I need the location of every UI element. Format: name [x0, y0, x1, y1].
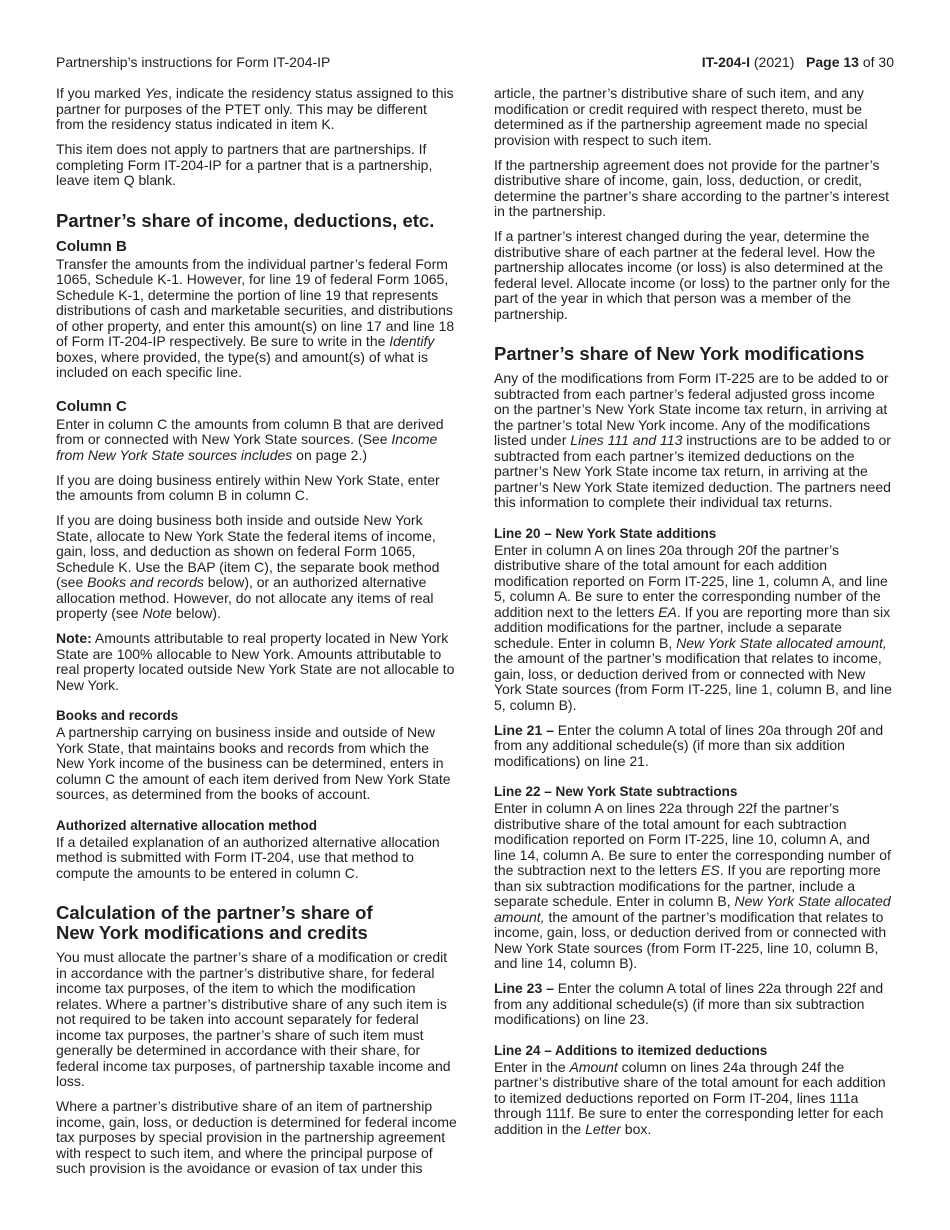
paragraph-agreement: If the partnership agreement does not provide for the partner’s distributive share of income, gain, loss, deduction, or credit, determine the partner’s share according to the partner’s interest in the partnership.: [494, 156, 890, 219]
paragraph-column-b: Transfer the amounts from the individual partner’s federal Form 1065, Schedule K-1. However, for line 19 of federal Form 1065, Schedule K-1, determine the portion of line 19 that represents distributions of cash and marketable securities, and distributions of other property, and enter this amount(s) on line 17 and line 18 of Form IT-204-IP respectively. Be sure to write in the Identify boxes, where provided, the type(s) and amount(s) of what is included on each specific line.: [56, 255, 455, 380]
paragraph-residency: If you marked Yes, indicate the residency status assigned to this partner for purposes of the PTET only. This may be different from the residency status indicated in item K.: [56, 85, 454, 132]
heading-books-records: Books and records: [56, 708, 179, 723]
header-page-info: [702, 54, 894, 71]
paragraph-column-c-2: If you are doing business entirely within New York State, enter the amounts from column B in column C.: [56, 471, 440, 503]
page-label: Page 13: [806, 54, 859, 70]
right-column: [494, 86, 894, 1147]
page-header: [56, 54, 894, 72]
paragraph-alternative-allocation: If a detailed explanation of an authorized alternative allocation method is submitted with Form IT-204, use that method to compute the amounts to be entered in column C.: [56, 833, 440, 881]
paragraph-note: Note: Amounts attributable to real property located in New York State are 100% allocable to New York. Amounts attributable to real property located outside New York State are not allocable to New York.: [56, 630, 455, 693]
form-year: (2021): [750, 54, 795, 70]
paragraph-books-records: A partnership carrying on business inside and outside of New York State, that maintains books and records from which the New York income of the business can be determined, enters in column C the amount of each item derived from New York State sources, as determined from the books of account.: [56, 724, 451, 802]
paragraph-line-20: Enter in column A on lines 20a through 20f the partner’s distributive share of the total amount for each addition modification reported on Form IT-225, line 1, column A, and line 5, column A. Be sure to enter the corresponding number of the addition next to the letters EA. If you are reporting more than six addition modifications for the partner, include a separate schedule. Enter in column B, New York State allocated amount, the amount of the partner’s modification that relates to income, gain, loss, or deduction derived from or connected with New York State sources (from Form IT-225, line 1, column B, and line 5, column B).: [494, 541, 892, 713]
heading-column-c: Column C: [56, 397, 127, 415]
left-column: [56, 86, 458, 1186]
header-title: Partnership’s instructions for Form IT-204-IP: [56, 54, 331, 70]
paragraph-calculation-2: Where a partner’s distributive share of an item of partnership income, gain, loss, or deduction is determined for federal income tax purposes by special provision in the partnership agreement with respect to such item, and where the principal purpose of such provision is the avoidance or evasion of tax under this: [56, 1098, 457, 1176]
heading-line-22: Line 22 – New York State subtractions: [494, 784, 738, 799]
page-number: 13: [843, 54, 859, 70]
heading-calculation: Calculation of the partner’s share of New York modifications and credits: [56, 902, 373, 943]
heading-partner-share: Partner’s share of income, deductions, etc.: [56, 209, 435, 231]
heading-line-20: Line 20 – New York State additions: [494, 525, 717, 541]
paragraph-column-c-1: Enter in column C the amounts from column B that are derived from or connected with New York State sources. (See Income from New York State sources includes on page 2.): [56, 415, 444, 463]
heading-column-b: Column B: [56, 237, 127, 255]
paragraph-line-23: Line 23 – Enter the column A total of lines 22a through 22f and from any additional schedule(s) (if more than six subtraction modifications) on line 23.: [494, 980, 884, 1027]
paragraph-ny-modifications: Any of the modifications from Form IT-225 are to be added to or subtracted from each partner’s federal adjusted gross income on the partner’s New York State income tax return, in arriving at the partner’s total New York income. Any of the modifications listed under Lines 111 and 113 instructions are to be added to or subtracted from each partner’s itemized deductions on the partner’s New York State income tax return, in arriving at the partner’s New York State itemized deduction. The partners need this information to complete their individual tax returns.: [494, 370, 891, 510]
paragraph-continued: article, the partner’s distributive share of such item, and any modification or credit required with respect thereto, must be determined as if the partnership agreement made no special provision with respect to such item.: [494, 85, 868, 148]
paragraph-line-22: Enter in column A on lines 22a through 22f the partner’s distributive share of the total amount for each subtraction modification reported on Form IT-225, line 10, column A, and line 14, column A. Be sure to enter the corresponding number of the subtraction next to the letters ES. If you are reporting more than six subtraction modifications for the partner, include a separate schedule. Enter in column B, New York State allocated amount, the amount of the partner’s modification that relates to income, gain, loss, or deduction derived from or connected with New York State sources (from Form IT-225, line 10, column B, and line 14, column B).: [494, 800, 891, 971]
page-total: of 30: [858, 54, 894, 70]
paragraph-column-c-3: If you are doing business both inside and outside New York State, allocate to New York State the federal items of income, gain, loss, and deduction as shown on federal Form 1065, Schedule K. Use the BAP (item C), the separate book method (see Books and records below), or an authorized alternative allocation method. However, do not allocate any items of real property (see Note below).: [56, 512, 440, 621]
paragraph-interest-changed: If a partner’s interest changed during the year, determine the distributive share of each partner at the federal level. How the partnership allocates income (or loss) is also determined at the federal level. Allocate income (or loss) to the partner only for the part of the year in which that person was a member of the partnership.: [494, 228, 891, 322]
paragraph-calculation-1: You must allocate the partner’s share of a modification or credit in accordance with the partner’s distributive share, for federal income tax purposes, of the item to which the modification relates. Where a partner’s distributive share of any such item is not required to be taken into account separately for federal income tax purposes, the partner’s share of such item must generally be determined in accordance with their share, for federal income tax purposes, of partnership taxable income and loss.: [56, 949, 451, 1089]
heading-line-24: Line 24 – Additions to itemized deductions: [494, 1042, 768, 1058]
paragraph-line-24: Enter in the Amount column on lines 24a through 24f the partner’s distributive share of the total amount for each addition to itemized deductions reported on Form IT-204, lines 111a through 111f. Be sure to enter the corresponding letter for each addition in the Letter box.: [494, 1058, 886, 1137]
paragraph-item-q: This item does not apply to partners that are partnerships. If completing Form IT-204-IP for a partner that is a partnership, leave item Q blank.: [56, 141, 433, 188]
heading-alternative-allocation: Authorized alternative allocation method: [56, 817, 318, 833]
paragraph-line-21: Line 21 – Enter the column A total of lines 20a through 20f and from any additional schedule(s) (if more than six addition modifications) on line 21.: [494, 721, 884, 769]
heading-ny-modifications: Partner’s share of New York modifications: [494, 343, 865, 364]
form-number: IT-204-I: [701, 54, 750, 70]
